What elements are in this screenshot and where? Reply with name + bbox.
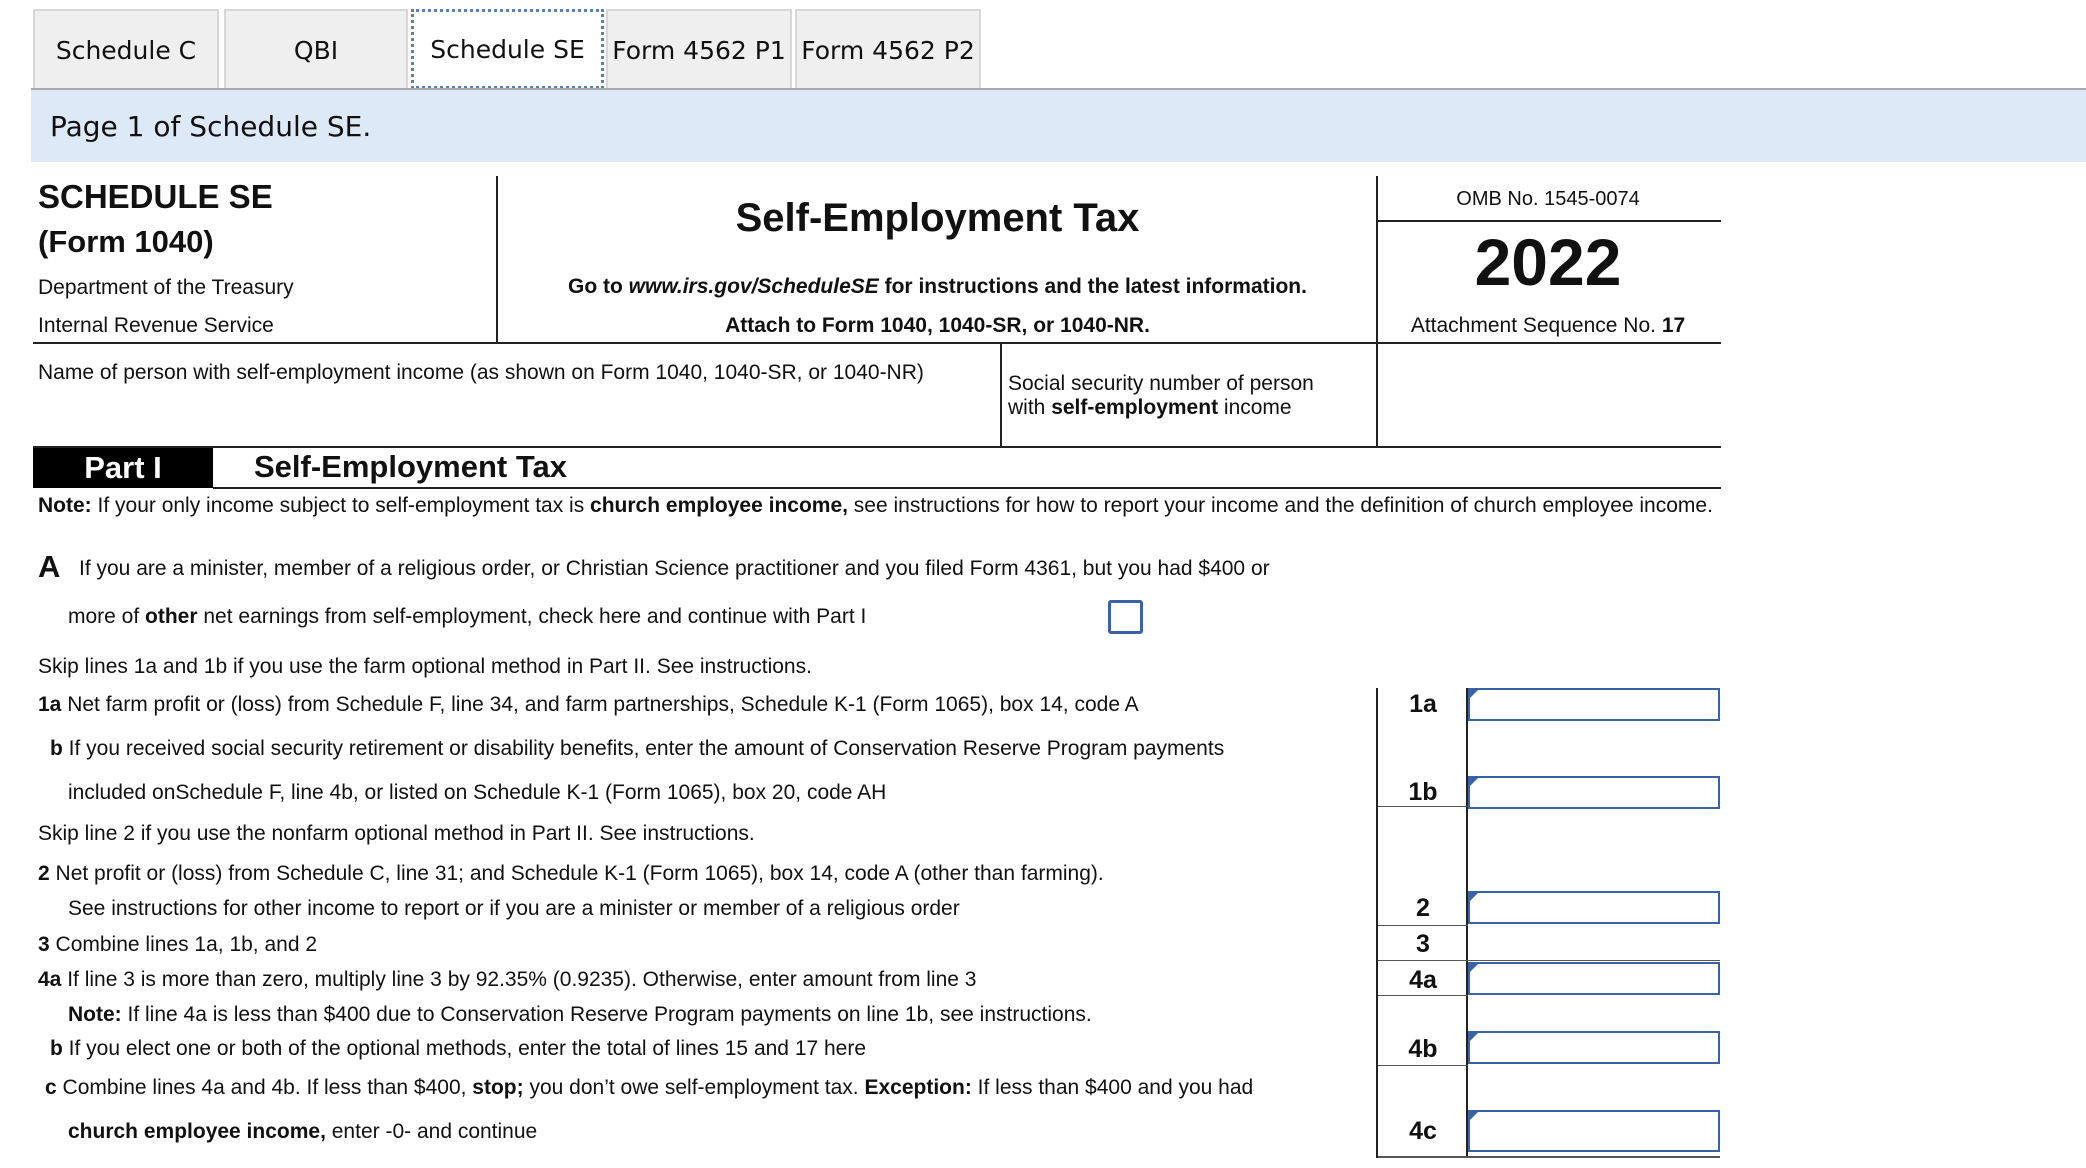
tab-label: Schedule C [55,35,197,65]
sequence-number: 17 [1661,314,1686,337]
ssn-label-line1: Social security number of person [1008,372,1314,395]
line-a-bold: other [145,605,198,628]
line-1b-number: b [50,737,63,760]
church-income-note [38,494,1718,517]
line-1b-desc: If you received social security retirement or disability benefits, enter the amount of Conservation Reserve Program payments [62,737,1225,760]
line-4c-label: 4c [1409,1117,1437,1145]
line-1b-input[interactable] [1468,776,1720,809]
line-1b-text-2: included onSchedule F, line 4b, or listed on Schedule K-1 (Form 1065), box 20, code AH [68,781,887,804]
note-text: If your only income subject to self-employment tax is [91,494,591,517]
line-a-text: If you are a minister, member of a religious order, or Christian Science practitioner and you filed Form 4361, but you had $400 or [79,557,1270,580]
line-a-letter: A [38,549,61,584]
line-1b-text [50,737,1224,761]
line-4c-desc: If less than $400 and you had [971,1076,1254,1099]
tab-schedule-se[interactable] [411,9,604,89]
line-4a-text [38,968,976,992]
line-2-number: 2 [38,862,50,885]
row-rule [1378,960,1720,961]
line-4b-label: 4b [1408,1035,1438,1063]
ssn-label [1008,372,1338,420]
line-1a-text [38,693,1139,717]
note-bold: Note: [68,1003,122,1026]
agency-label: Internal Revenue Service [38,314,274,337]
attachment-sequence [1378,314,1718,338]
line-3-desc: Combine lines 1a, 1b, and 2 [49,933,318,956]
tab-label: Form 4562 P2 [801,35,975,65]
line-2-desc: Net profit or (loss) from Schedule C, line 31; and Schedule K-1 (Form 1065), box 14, code A (other than farming). [49,862,1104,885]
line-4a-input[interactable] [1468,962,1720,995]
line-4c-bold: stop; [472,1076,524,1099]
line-3-text [38,933,317,957]
tab-schedule-c[interactable] [33,9,219,89]
note-bold: Note: [38,494,92,517]
line-1a-label: 1a [1409,690,1437,718]
tax-year: 2022 [1474,225,1622,299]
tab-form-4562-p2[interactable] [795,9,981,89]
instructions-line [500,275,1375,299]
line-number-column-left [1376,688,1378,1158]
line-4c-text [45,1076,1253,1100]
instructions-prefix: Go to [568,275,629,298]
instructions-suffix: for instructions and the latest information. [878,275,1307,298]
line-4c-bold: church employee income, [68,1120,326,1143]
line-2-text [38,862,1104,886]
ssn-label-bold: self-employment [1051,396,1219,419]
page-info-banner [31,90,2086,162]
line-4b-desc: If you elect one or both of the optional methods, enter the total of lines 15 and 17 here [62,1037,867,1060]
schedule-title: SCHEDULE SE [38,178,273,215]
line-1b-label: 1b [1408,778,1438,806]
line-4a-desc: If line 3 is more than zero, multiply line 3 by 92.35% (0.9235). Otherwise, enter amount from line 3 [61,968,977,991]
name-ssn-divider [1000,344,1002,447]
skip-instruction: Skip line 2 if you use the nonfarm optional method in Part II. See instructions. [38,822,755,845]
line-4c-number: c [45,1076,57,1099]
line-3-number: 3 [38,933,50,956]
line-2-label: 2 [1416,894,1430,922]
irs-url: www.irs.gov/ScheduleSE [628,275,879,298]
department-label: Department of the Treasury [38,276,294,299]
ssn-field[interactable] [1380,346,1718,444]
line-a-pre: more of [68,605,146,628]
line-4a-note [68,1003,1092,1027]
header-divider [496,176,498,343]
line-4b-number: b [50,1037,63,1060]
skip-instruction: Skip lines 1a and 1b if you use the farm optional method in Part II. See instructions. [38,655,812,678]
minister-checkbox[interactable] [1108,600,1143,634]
tab-form-4562-p1[interactable] [606,9,792,89]
note-text: If line 4a is less than $400 due to Conservation Reserve Program payments on line 1b, see instructions. [121,1003,1092,1026]
header-divider [1378,220,1721,222]
part-title: Self-Employment Tax [254,449,567,484]
ssn-label-line2 [1008,396,1338,420]
line-3-label: 3 [1416,930,1430,958]
tab-qbi[interactable] [224,9,408,89]
line-4b-text [50,1037,866,1061]
line-4c-bold: Exception: [864,1076,972,1099]
line-4a-number: 4a [38,968,62,991]
header-divider [1376,176,1378,447]
line-2-input[interactable] [1468,891,1720,924]
line-4c-desc: you don’t owe self-employment tax. [523,1076,865,1099]
row-rule [1378,995,1468,996]
tab-label: QBI [293,35,339,65]
row-rule [1378,1065,1468,1066]
header-rule [33,342,1721,344]
line-4c-text-2 [68,1120,537,1144]
row-rule [1378,925,1468,926]
line-4c-desc: Combine lines 4a and 4b. If less than $400, [56,1076,473,1099]
ssn-label-post: income [1218,396,1292,419]
omb-number: OMB No. 1545-0074 [1456,188,1640,210]
note-bold: church employee income, [590,494,848,517]
tab-label: Form 4562 P1 [612,35,786,65]
form-title: Self-Employment Tax [735,196,1140,240]
form-tab-bar [0,0,2086,92]
line-a-text-2 [68,605,866,629]
line-1a-number: 1a [38,693,62,716]
note-text: see instructions for how to report your income and the definition of church employee income. [847,494,1713,517]
name-row-rule [33,446,1721,448]
ssn-label-pre: with [1008,396,1052,419]
banner-text: Page 1 of Schedule SE. [50,110,372,143]
row-rule [1378,1156,1720,1158]
name-field[interactable] [38,395,993,440]
tab-label: Schedule SE [430,34,585,64]
line-4b-input[interactable] [1468,1031,1720,1064]
line-4c-input[interactable] [1468,1110,1720,1152]
line-2-text-2: See instructions for other income to report or if you are a minister or member of a religious order [68,897,960,920]
line-a-post: net earnings from self-employment, check here and continue with Part I [197,605,867,628]
name-label: Name of person with self-employment income (as shown on Form 1040, 1040-SR, or 1040-NR) [38,361,924,384]
part-label: Part I [33,448,213,488]
line-4a-label: 4a [1409,966,1437,994]
line-1a-desc: Net farm profit or (loss) from Schedule F, line 34, and farm partnerships, Schedule K-1 (Form 1065), box 14, code A [61,693,1139,716]
line-1a-input[interactable] [1468,688,1720,721]
attach-line: Attach to Form 1040, 1040-SR, or 1040-NR. [725,314,1150,337]
sequence-label: Attachment Sequence No. [1410,314,1662,337]
part-title-rule [213,487,1721,489]
form-number: (Form 1040) [38,224,214,259]
line-4c-desc: enter -0- and continue [325,1120,538,1143]
